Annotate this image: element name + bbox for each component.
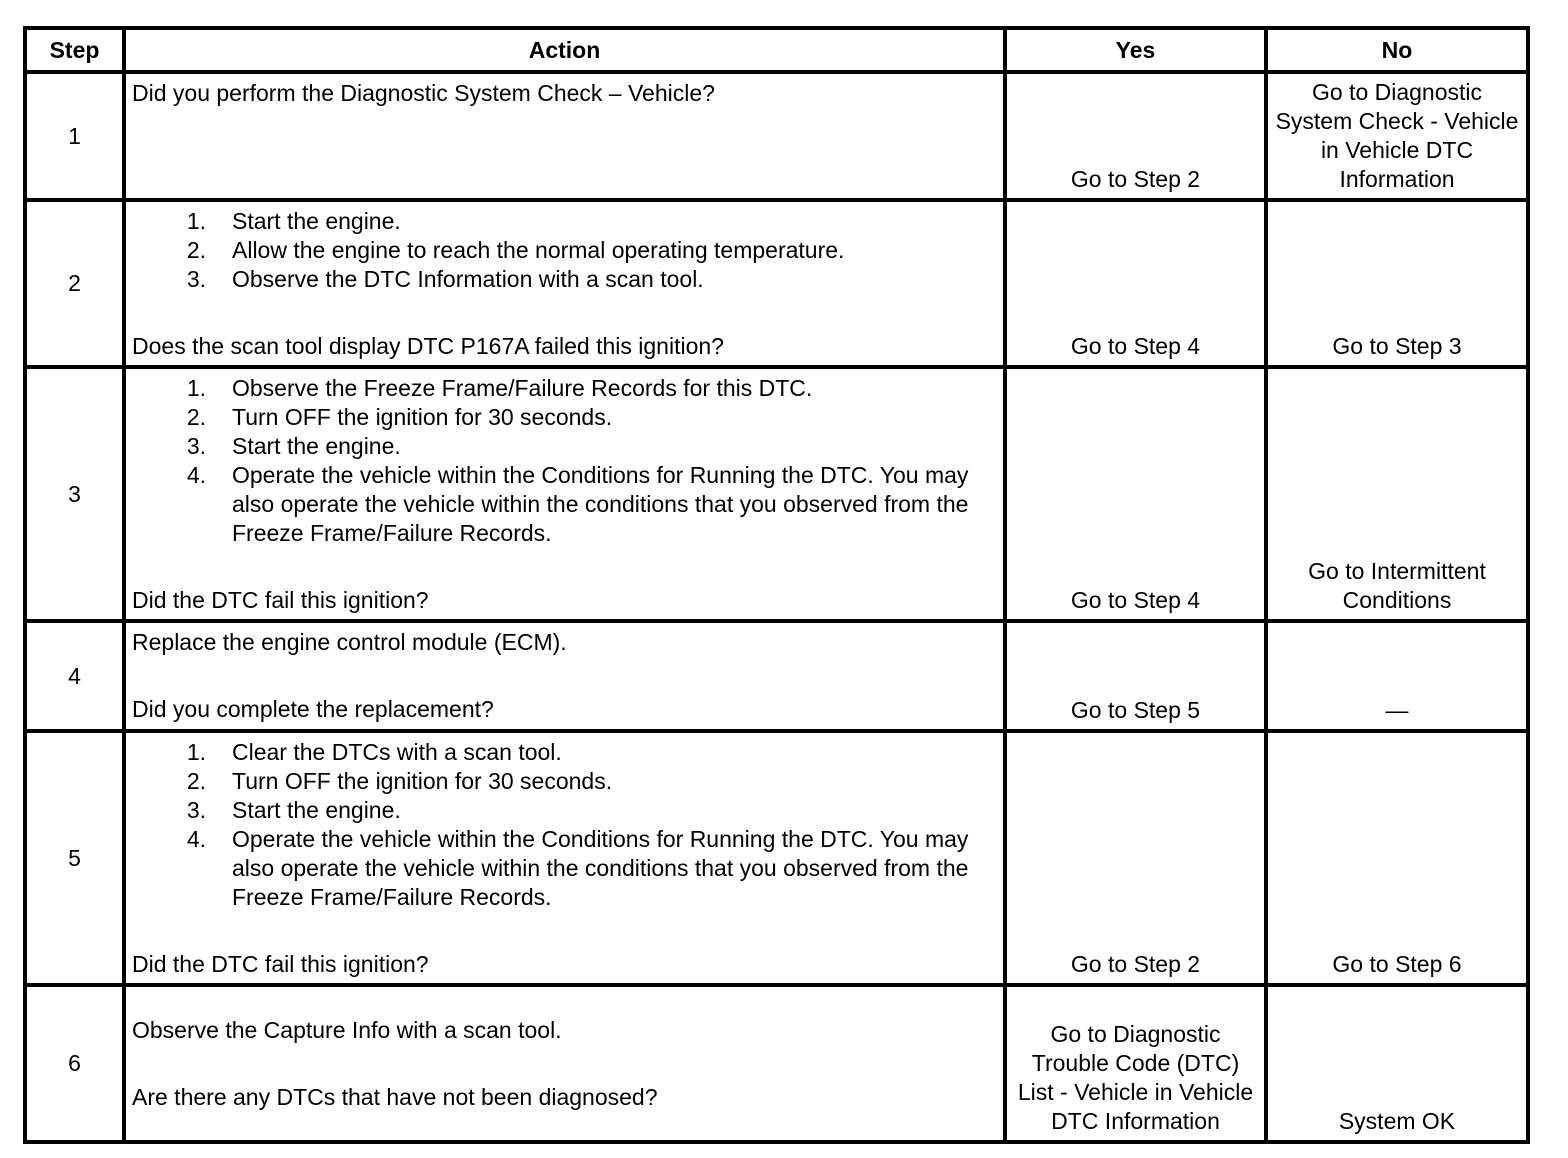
action-cell (124, 985, 1005, 1142)
list-item-number: 4. (186, 462, 206, 488)
action-cell (124, 731, 1005, 985)
list-item-text: Clear the DTCs with a scan tool. (232, 739, 562, 765)
yes-outcome: Go to Diagnostic Trouble Code (DTC) List - Vehicle in Vehicle DTC Information (1005, 985, 1266, 1142)
list-item-number: 3. (186, 433, 206, 459)
action-question: Did the DTC fail this ignition? (132, 587, 429, 613)
list-item-number: 2. (186, 768, 206, 794)
action-question: Did the DTC fail this ignition? (132, 951, 429, 977)
action-cell (124, 72, 1005, 200)
list-item-number: 2. (186, 404, 206, 430)
list-item-text: Start the engine. (232, 433, 401, 459)
diagnostic-table-container (23, 26, 1526, 1144)
yes-outcome: Go to Step 4 (1005, 367, 1266, 621)
list-item-text: Observe the DTC Information with a scan tool. (232, 266, 704, 292)
list-item-number: 2. (186, 237, 206, 263)
list-item (132, 265, 995, 294)
action-cell (124, 367, 1005, 621)
no-outcome: — (1266, 621, 1528, 731)
action-steps-list (132, 207, 995, 294)
yes-outcome: Go to Step 4 (1005, 200, 1266, 367)
header-step: Step (25, 28, 124, 72)
table-row (25, 200, 1528, 367)
action-cell (124, 621, 1005, 731)
list-item (132, 738, 995, 767)
list-item-number: 1. (186, 208, 206, 234)
action-question: Does the scan tool display DTC P167A failed this ignition? (132, 333, 724, 359)
step-number: 1 (25, 72, 124, 200)
no-outcome: Go to Step 3 (1266, 200, 1528, 367)
action-intro: Did you perform the Diagnostic System Check – Vehicle? (132, 80, 715, 106)
action-intro: Replace the engine control module (ECM). (132, 629, 567, 655)
table-row (25, 72, 1528, 200)
no-outcome: System OK (1266, 985, 1528, 1142)
table-row (25, 985, 1528, 1142)
action-steps-list (132, 738, 995, 912)
list-item-text: Observe the Freeze Frame/Failure Records for this DTC. (232, 375, 813, 401)
yes-outcome: Go to Step 5 (1005, 621, 1266, 731)
list-item-text: Operate the vehicle within the Conditions for Running the DTC. You may also operate the vehicle within the conditions that you observed from the Freeze Frame/Failure Records. (232, 826, 969, 910)
list-item-number: 1. (186, 375, 206, 401)
step-number: 6 (25, 985, 124, 1142)
list-item-number: 4. (186, 826, 206, 852)
list-item (132, 461, 995, 548)
list-item-text: Start the engine. (232, 208, 401, 234)
no-outcome: Go to Step 6 (1266, 731, 1528, 985)
list-item-text: Turn OFF the ignition for 30 seconds. (232, 768, 613, 794)
step-number: 3 (25, 367, 124, 621)
table-row (25, 731, 1528, 985)
list-item-text: Allow the engine to reach the normal operating temperature. (232, 237, 845, 263)
table-row (25, 621, 1528, 731)
list-item-text: Start the engine. (232, 797, 401, 823)
action-steps-list (132, 374, 995, 548)
action-question: Are there any DTCs that have not been diagnosed? (132, 1084, 658, 1110)
list-item (132, 374, 995, 403)
action-question: Did you complete the replacement? (132, 696, 494, 722)
step-number: 5 (25, 731, 124, 985)
action-intro: Observe the Capture Info with a scan tool. (132, 1017, 562, 1043)
no-outcome: Go to Intermittent Conditions (1266, 367, 1528, 621)
list-item-number: 1. (186, 739, 206, 765)
step-number: 2 (25, 200, 124, 367)
list-item-number: 3. (186, 266, 206, 292)
table-header-row (25, 28, 1528, 72)
list-item-text: Operate the vehicle within the Conditions for Running the DTC. You may also operate the vehicle within the conditions that you observed from the Freeze Frame/Failure Records. (232, 462, 969, 546)
list-item-number: 3. (186, 797, 206, 823)
list-item (132, 796, 995, 825)
list-item (132, 432, 995, 461)
header-yes: Yes (1005, 28, 1266, 72)
list-item (132, 207, 995, 236)
list-item (132, 403, 995, 432)
list-item (132, 236, 995, 265)
list-item (132, 825, 995, 912)
header-no: No (1266, 28, 1528, 72)
action-cell (124, 200, 1005, 367)
table-row (25, 367, 1528, 621)
list-item (132, 767, 995, 796)
list-item-text: Turn OFF the ignition for 30 seconds. (232, 404, 613, 430)
no-outcome: Go to Diagnostic System Check - Vehicle in Vehicle DTC Information (1266, 72, 1528, 200)
yes-outcome: Go to Step 2 (1005, 731, 1266, 985)
header-action: Action (124, 28, 1005, 72)
diagnostic-procedure-table (23, 26, 1530, 1144)
step-number: 4 (25, 621, 124, 731)
yes-outcome: Go to Step 2 (1005, 72, 1266, 200)
